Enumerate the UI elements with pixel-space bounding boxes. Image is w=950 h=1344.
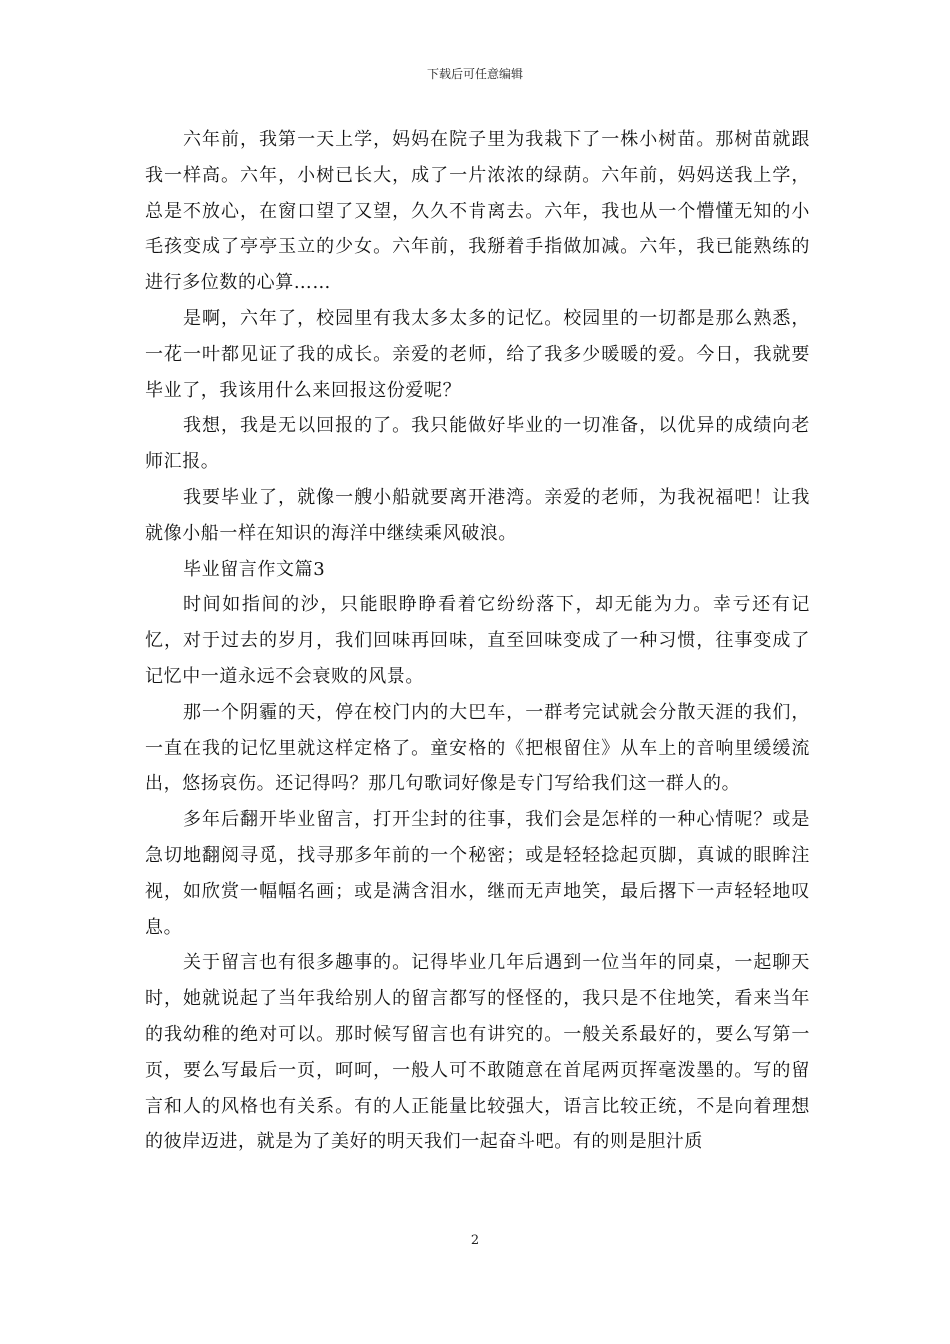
paragraph-8: 关于留言也有很多趣事的。记得毕业几年后遇到一位当年的同桌，一起聊天时，她就说起了当年我给别人的留言都写的怪怪的，我只是不住地笑，看来当年的我幼稚的绝对可以。那时候写留言也有讲究的。一般关系最好的，要么写第一页，要么写最后一页，呵呵，一般人可不敢随意在首尾两页挥毫泼墨的。写的留言和人的风格也有关系。有的人正能量比较强大，语言比较正统，不是向着理想的彼岸迈进，就是为了美好的明天我们一起奋斗吧。有的则是胆汁质	[145, 952, 810, 1153]
page-header-note: 下载后可任意编辑	[426, 67, 523, 81]
paragraph-7: 多年后翻开毕业留言，打开尘封的往事，我们会是怎样的一种心情呢？或是急切地翻阅寻觅，找寻那多年前的一个秘密；或是轻轻捻起页脚，真诚的眼眸注视，如欣赏一幅幅名画；或是满含泪水，继而无声地笑，最后撂下一声轻轻地叹息。	[145, 809, 810, 938]
paragraph-2: 是啊，六年了，校园里有我太多太多的记忆。校园里的一切都是那么熟悉，一花一叶都见证了我的成长。亲爱的老师，给了我多少暖暖的爱。今日，我就要毕业了，我该用什么来回报这份爱呢？	[145, 307, 810, 401]
paragraph-3: 我想，我是无以回报的了。我只能做好毕业的一切准备，以优异的成绩向老师汇报。	[145, 415, 810, 473]
paragraph-4: 我要毕业了，就像一艘小船就要离开港湾。亲爱的老师，为我祝福吧！让我就像小船一样在知识的海洋中继续乘风破浪。	[145, 486, 810, 544]
paragraph-6: 那一个阴霾的天，停在校门内的大巴车，一群考完试就会分散天涯的我们，一直在我的记忆里就这样定格了。童安格的《把根留住》从车上的音响里缓缓流出，悠扬哀伤。还记得吗？那几句歌词好像是专门写给我们这一群人的。	[145, 701, 810, 795]
document-body	[145, 122, 810, 1160]
paragraph-1: 六年前，我第一天上学，妈妈在院子里为我栽下了一株小树苗。那树苗就跟我一样高。六年，小树已长大，成了一片浓浓的绿荫。六年前，妈妈送我上学，总是不放心，在窗口望了又望，久久不肯离去。六年，我也从一个懵懂无知的小毛孩变成了亭亭玉立的少女。六年前，我掰着手指做加减。六年，我已能熟练的进行多位数的心算……	[145, 129, 810, 294]
page-number: 2	[470, 1233, 480, 1248]
section-heading: 毕业留言作文篇3	[183, 558, 326, 580]
paragraph-5: 时间如指间的沙，只能眼睁睁看着它纷纷落下，却无能为力。幸亏还有记忆，对于过去的岁月，我们回味再回味，直至回味变成了一种习惯，往事变成了记忆中一道永远不会衰败的风景。	[145, 594, 810, 687]
